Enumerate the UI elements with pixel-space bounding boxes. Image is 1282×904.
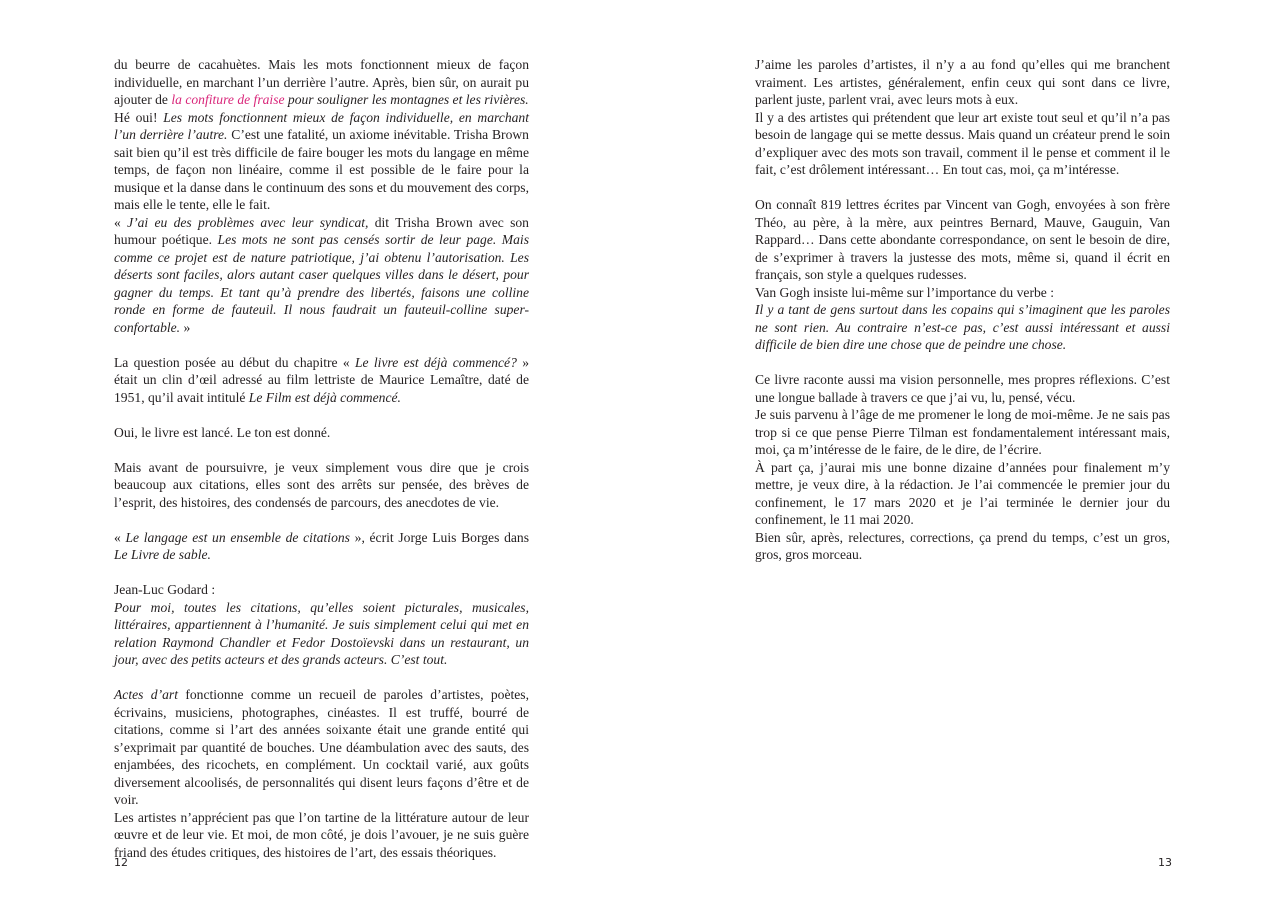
right-page	[641, 0, 1282, 904]
paragraph: Ce livre raconte aussi ma vision personnelle, mes propres réflexions. C’est une longue ballade à travers ce que j’ai vu, lu, pensé, vécu.	[755, 372, 1170, 405]
paragraph: Van Gogh insiste lui-même sur l’importance du verbe :	[755, 284, 1054, 300]
paragraph: Hé oui! Les mots fonctionnent mieux de façon individuelle, en marchant l’un derrière l’autre. C’est une fatalité, un axiome inévitable. Trisha Brown sait bien qu’il est très difficile de faire bouger les mots du langage en même temps, de façon non linéaire, comme il est possible de le faire pour la musique et la danse dans le continuum des sons et du mouvement des corps, mais elle le tente, elle le fait.	[114, 109, 530, 212]
page-number: 12	[114, 856, 128, 869]
highlighted-phrase: la confiture de fraise	[171, 92, 285, 107]
paragraph: J’aime les paroles d’artistes, il n’y a au fond qu’elles qui me branchent vraiment. Les artistes, généralement, enfin ceux qui sont dans ce livre, parlent juste, parlent vrai, avec leurs mots à eux.	[755, 57, 1170, 107]
right-text-column	[755, 56, 1170, 564]
page-number: 13	[1158, 856, 1172, 869]
paragraph: Il y a des artistes qui prétendent que leur art existe tout seul et qu’il n’a pas besoin de langage qui se mette dessus. Mais quand un créateur prend le soin d’expliquer avec des mots son travail, comment il le pense et comment il le fait, c’est drôlement intéressant… En tout cas, moi, ça m’intéresse.	[755, 109, 1170, 177]
paragraph: « Le langage est un ensemble de citations », écrit Jorge Luis Borges dans Le Livre de sable.	[114, 529, 529, 562]
quote-paragraph: Pour moi, toutes les citations, qu’elles soient picturales, musicales, littéraires, appartiennent à l’humanité. Je suis simplement celui qui met en relation Raymond Chandler et Fedor Dostoïevski dans un restaurant, un jour, avec des petits acteurs et des grands acteurs. C’est tout.	[114, 599, 529, 667]
paragraph: du beurre de cacahuètes. Mais les mots fonctionnent mieux de façon individuelle, en marchant l’un derrière l’autre. Après, bien sûr, on aurait pu ajouter de la confiture de fraise pour souligner les montagnes et les rivières.	[114, 57, 529, 107]
paragraph: Bien sûr, après, relectures, corrections, ça prend du temps, c’est un gros, gros, gros morceau.	[755, 529, 1170, 562]
paragraph: Oui, le livre est lancé. Le ton est donné.	[114, 424, 331, 440]
paragraph: La question posée au début du chapitre « Le livre est déjà commencé? » était un clin d’œil adressé au film lettriste de Maurice Lemaître, daté de 1951, qu’il avait intitulé Le Film est déjà commencé.	[114, 354, 529, 405]
paragraph: Mais avant de poursuivre, je veux simplement vous dire que je crois beaucoup aux citations, elles sont des arrêts sur pensée, des brèves de l’esprit, des histoires, des condensés de parcours, des anecdotes de vie.	[114, 459, 529, 510]
paragraph: Je suis parvenu à l’âge de me promener le long de moi-même. Je ne sais pas trop si ce que pense Pierre Tilman est fondamentalement intéressant mais, moi, ça m’intéresse de le faire, de le dire, de l’écrire.	[755, 407, 1170, 457]
paragraph: Actes d’art fonctionne comme un recueil de paroles d’artistes, poètes, écrivains, musiciens, photographes, cinéastes. Il est truffé, bourré de citations, comme si l’art des années soixante était une grande entité qui s’exprimait par quantité de bouches. Une déambulation avec des sauts, des enjambées, des ricochets, en complément. Un cocktail varié, aux goûts diversement alcoolisés, de personnalités qui disent leurs façons d’être et de voir.	[114, 687, 529, 807]
paragraph: « J’ai eu des problèmes avec leur syndicat, dit Trisha Brown avec son humour poétique. Les mots ne sont pas censés sortir de leur page. Mais comme ce projet est de nature patriotique, j’ai obtenu l’autorisation. Les déserts sont faciles, alors autant caser quelques villes dans le désert, pour gagner du temps. Et tant qu’à prendre des libertés, faisons une colline ronde en forme de fauteuil. Il nous faudrait un fauteuil-colline super-confortable. »	[114, 214, 529, 335]
quote-paragraph: Il y a tant de gens surtout dans les copains qui s’imaginent que les paroles ne sont rien. Au contraire n’est-ce pas, c’est aussi intéressant et aussi difficile de bien dire une chose que de peindre une chose.	[755, 302, 1170, 352]
paragraph: À part ça, j’aurai mis une bonne dizaine d’années pour finalement m’y mettre, je veux dire, à la rédaction. Je l’ai commencée le premier jour du confinement, le 17 mars 2020 et je l’ai terminée le dernier jour du confinement, le 11 mai 2020.	[755, 459, 1170, 527]
paragraph: Les artistes n’apprécient pas que l’on tartine de la littérature autour de leur œuvre et de leur vie. Et moi, de mon côté, je dois l’avouer, je ne suis guère friand des études critiques, des histoires de l’art, des essais théoriques.	[114, 809, 529, 860]
paragraph: On connaît 819 lettres écrites par Vincent van Gogh, envoyées à son frère Théo, au père, à la mère, aux peintres Bernard, Mauve, Gauguin, Van Rappard… Dans cette abondante correspondance, on sent le besoin de dire, de s’exprimer à travers la justesse des mots, même si, quand il écrit en français, son style a quelques rudesses.	[755, 197, 1170, 282]
left-text-column	[114, 56, 529, 861]
paragraph: Jean-Luc Godard :	[114, 582, 216, 597]
